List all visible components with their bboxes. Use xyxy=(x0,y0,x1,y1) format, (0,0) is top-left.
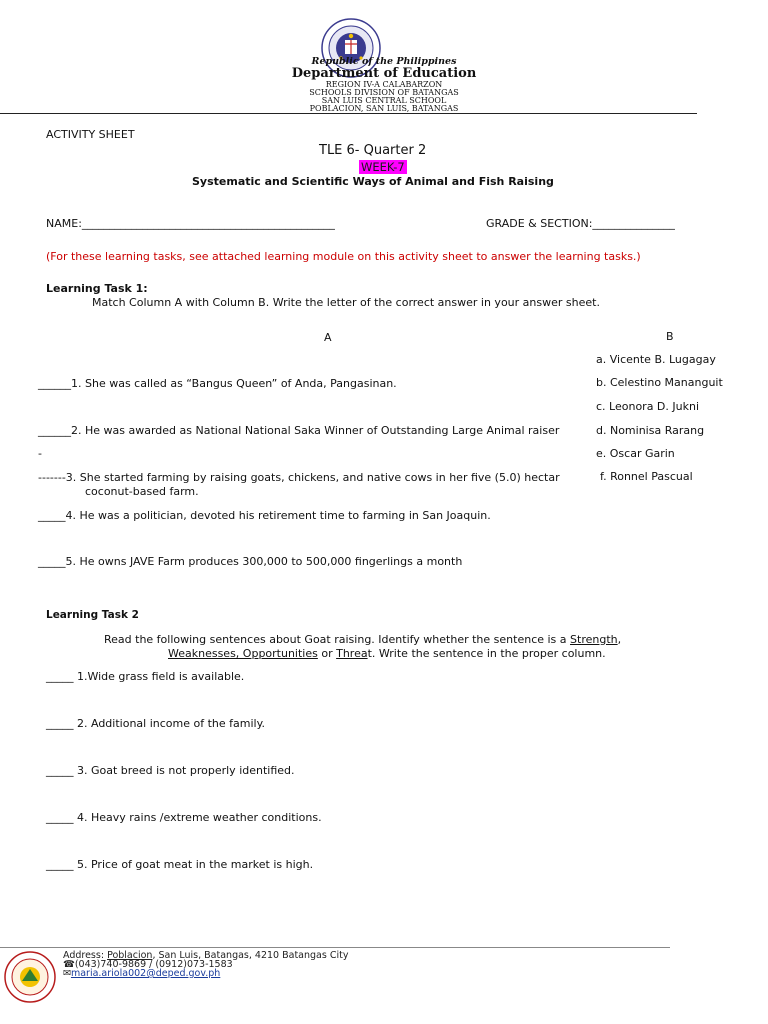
task1-item-1: ______1. She was called as “Bangus Queen” of Anda, Pangasinan. xyxy=(38,377,397,390)
header-region: REGION IV-A CALABARZON xyxy=(325,80,443,89)
task2-item-3: _____ 3. Goat breed is not properly identified. xyxy=(46,764,295,777)
choice-f: f. Ronnel Pascual xyxy=(600,470,693,483)
footer-address-label: Address: xyxy=(63,950,108,961)
name-field[interactable]: NAME:______________________________________________ xyxy=(46,217,335,230)
header-school: SAN LUIS CENTRAL SCHOOL xyxy=(321,96,447,105)
task2-item-2: _____ 2. Additional income of the family. xyxy=(46,717,266,730)
choice-a: a. Vicente B. Lugagay xyxy=(596,353,716,366)
header-divider xyxy=(0,113,697,114)
task2-instr-text: Read the following sentences about Goat raising. Identify whether the sentence is a xyxy=(104,633,571,646)
task1-instructions: Match Column A with Column B. Write the letter of the correct answer in your answer sheet. xyxy=(92,296,600,309)
strength-term: Strength xyxy=(570,633,618,646)
task1-item-3: -------3. She started farming by raising goats, chickens, and native cows in her five (5.0) hectar xyxy=(38,471,560,484)
header-department: Department of Education xyxy=(291,66,477,81)
task2-instr-or: or xyxy=(317,647,337,660)
footer-phone: ☎(043)740-9869 / (0912)073-1583 xyxy=(63,959,233,970)
column-b-header: B xyxy=(666,330,674,343)
instruction-note: (For these learning tasks, see attached learning module on this activity sheet to answer the learning tasks.) xyxy=(46,250,641,263)
footer-email-link[interactable]: maria.ariola002@deped.gov.ph xyxy=(70,968,221,979)
task2-heading: Learning Task 2 xyxy=(46,609,139,621)
footer-address-rest: , San Luis, Batangas, 4210 Batangas City xyxy=(152,950,349,961)
task2-instructions-line2 xyxy=(168,647,606,660)
week-badge xyxy=(359,160,407,174)
task1-item-2: ______2. He was awarded as National National Saka Winner of Outstanding Large Animal raiser xyxy=(38,424,560,437)
header-division: SCHOOLS DIVISION OF BATANGAS xyxy=(309,88,459,97)
task2-item-1: _____ 1.Wide grass field is available. xyxy=(46,670,245,683)
activity-sheet-label: ACTIVITY SHEET xyxy=(46,128,135,141)
grade-section-field[interactable]: GRADE & SECTION:_______________ xyxy=(486,217,675,230)
choice-b: b. Celestino Mananguit xyxy=(596,376,723,389)
task1-heading: Learning Task 1: xyxy=(46,282,148,295)
week-label: WEEK-7 xyxy=(361,160,405,174)
task2-item-5: _____ 5. Price of goat meat in the market is high. xyxy=(46,858,314,871)
header-address: POBLACION, SAN LUIS, BATANGAS xyxy=(309,104,459,113)
mail-icon: ✉ xyxy=(63,968,71,979)
column-a-header: A xyxy=(324,331,332,344)
footer-address-place: Poblacion xyxy=(107,950,153,961)
task1-item-4: _____4. He was a politician, devoted his retirement time to farming in San Joaquin. xyxy=(38,509,491,522)
sheet-title: TLE 6- Quarter 2 xyxy=(319,143,427,158)
weaknesses-opportunities-term: Weaknesses, Opportunities xyxy=(168,647,318,660)
footer-email-row xyxy=(63,968,220,979)
threat-term: Threa xyxy=(336,647,368,660)
header-republic: Republic of the Philippines xyxy=(311,56,457,67)
school-seal-logo xyxy=(4,951,56,1003)
choice-c: c. Leonora D. Jukni xyxy=(596,400,700,413)
task2-instr-comma: , xyxy=(617,633,622,646)
task1-item-3-continued: coconut-based farm. xyxy=(85,485,199,498)
task1-item-2-dash: - xyxy=(38,447,42,460)
task2-instr-end: t. Write the sentence in the proper column. xyxy=(367,647,606,660)
task2-instructions-line1 xyxy=(104,633,621,646)
choice-e: e. Oscar Garin xyxy=(596,447,675,460)
sheet-subtitle: Systematic and Scientific Ways of Animal and Fish Raising xyxy=(192,175,554,188)
choice-d: d. Nominisa Rarang xyxy=(596,424,705,437)
task1-item-5: _____5. He owns JAVE Farm produces 300,000 to 500,000 fingerlings a month xyxy=(38,555,463,568)
footer-divider xyxy=(0,947,670,948)
task2-item-4: _____ 4. Heavy rains /extreme weather conditions. xyxy=(46,811,322,824)
